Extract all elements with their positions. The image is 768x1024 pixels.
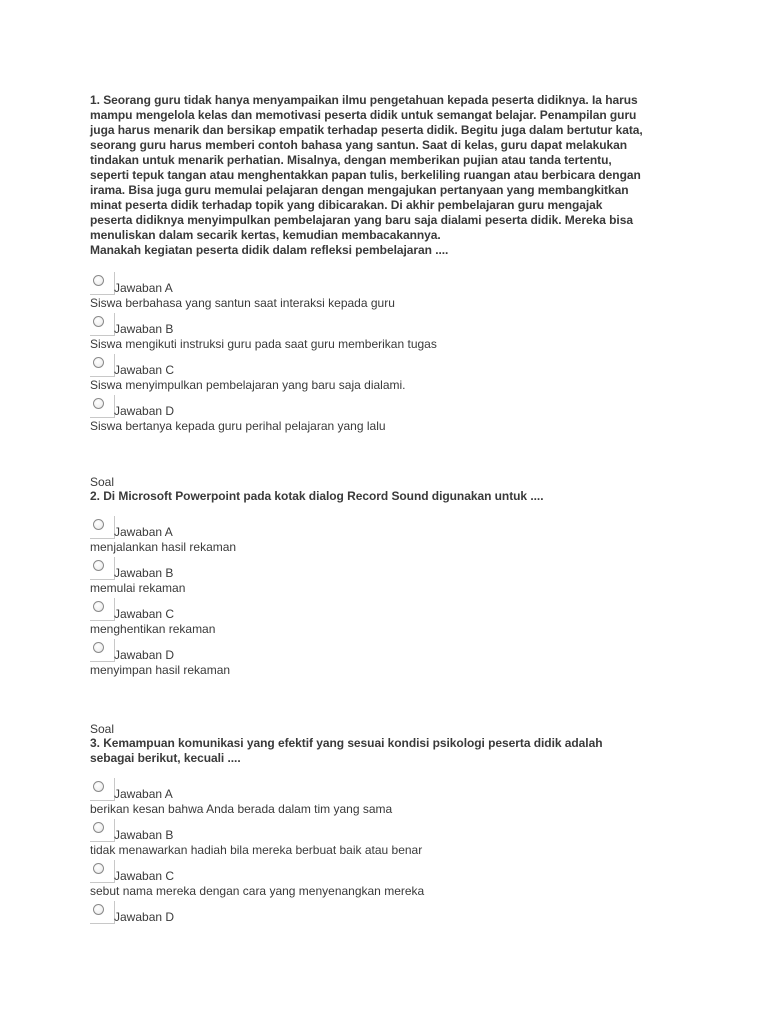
radio-circle-icon[interactable] [93,642,104,653]
radio-circle-icon[interactable] [93,601,104,612]
answer-text: Siswa berbahasa yang santun saat interaksi kepada guru [90,296,395,310]
radio-button[interactable] [90,395,116,419]
answer-label: Jawaban C [114,363,175,377]
answer-options [90,272,690,436]
answer-label: Jawaban A [114,525,173,539]
radio-button[interactable] [90,819,116,843]
answer-option-a[interactable] [90,516,690,557]
radio-circle-icon[interactable] [93,904,104,915]
radio-button[interactable] [90,272,116,296]
question-2 [90,475,690,680]
radio-circle-icon[interactable] [93,316,104,327]
question-3 [90,722,690,942]
answer-label: Jawaban B [114,828,174,842]
answer-text: Siswa bertanya kepada guru perihal pelajaran yang lalu [90,419,386,433]
answer-text: menghentikan rekaman [90,622,216,636]
answer-text: memulai rekaman [90,581,186,595]
radio-button[interactable] [90,557,116,581]
answer-label: Jawaban D [114,404,175,418]
answer-option-a[interactable] [90,778,690,819]
answer-options [90,516,690,680]
answer-label: Jawaban B [114,566,174,580]
radio-button[interactable] [90,639,116,663]
answer-option-d[interactable] [90,901,690,942]
radio-circle-icon[interactable] [93,822,104,833]
answer-label: Jawaban A [114,787,173,801]
question-1 [90,93,690,436]
radio-button[interactable] [90,901,116,925]
radio-circle-icon[interactable] [93,275,104,286]
soal-label: Soal [90,722,115,736]
radio-button[interactable] [90,313,116,337]
radio-button[interactable] [90,516,116,540]
radio-button[interactable] [90,860,116,884]
question-stem: 1. Seorang guru tidak hanya menyampaikan ilmu pengetahuan kepada peserta didiknya. Ia harus mampu mengelola kelas dan memotivasi peserta didik untuk semangat belajar. Penampilan guru juga harus menarik dan bersikap empatik terhadap peserta didik. Begitu juga dalam bertutur kata, seorang guru harus memberi contoh bahasa yang santun. Saat di kelas, guru dapat melakukan tindakan untuk menarik perhatian. Misalnya, dengan memberikan pujian atau tanda tertentu, seperti tepuk tangan atau menghentakkan papan tulis, berkeliling ruangan atau berbicara dengan irama. Bisa juga guru memulai pelajaran dengan mengajukan pertanyaan yang membangkitkan minat peserta didik terhadap topik yang dibicarakan. Di akhir pembelajaran guru mengajak peserta didiknya menyimpulkan pembelajaran yang baru saja dialami peserta didik. Mereka bisa menuliskan dalam secarik kertas, kemudian membacakannya. Manakah kegiatan peserta didik dalam refleksi pembelajaran .... [90,93,643,257]
answer-option-d[interactable] [90,395,690,436]
answer-option-c[interactable] [90,860,690,901]
answer-option-c[interactable] [90,598,690,639]
answer-option-b[interactable] [90,557,690,598]
answer-label: Jawaban D [114,648,175,662]
answer-label: Jawaban A [114,281,173,295]
radio-circle-icon[interactable] [93,781,104,792]
answer-option-b[interactable] [90,819,690,860]
answer-option-d[interactable] [90,639,690,680]
radio-circle-icon[interactable] [93,863,104,874]
answer-label: Jawaban C [114,607,175,621]
radio-circle-icon[interactable] [93,398,104,409]
answer-text: menyimpan hasil rekaman [90,663,231,677]
question-stem: 2. Di Microsoft Powerpoint pada kotak dialog Record Sound digunakan untuk .... [90,489,544,503]
answer-option-a[interactable] [90,272,690,313]
radio-button[interactable] [90,598,116,622]
answer-text: tidak menawarkan hadiah bila mereka berbuat baik atau benar [90,843,423,857]
answer-text: sebut nama mereka dengan cara yang menyenangkan mereka [90,884,425,898]
radio-button[interactable] [90,778,116,802]
answer-text: Siswa menyimpulkan pembelajaran yang baru saja dialami. [90,378,406,392]
answer-label: Jawaban C [114,869,175,883]
soal-label: Soal [90,475,115,489]
radio-button[interactable] [90,354,116,378]
answer-text: berikan kesan bahwa Anda berada dalam tim yang sama [90,802,393,816]
radio-circle-icon[interactable] [93,560,104,571]
question-stem: 3. Kemampuan komunikasi yang efektif yang sesuai kondisi psikologi peserta didik adalah sebagai berikut, kecuali .... [90,736,603,765]
radio-circle-icon[interactable] [93,357,104,368]
radio-circle-icon[interactable] [93,519,104,530]
answer-options [90,778,690,942]
answer-text: menjalankan hasil rekaman [90,540,237,554]
answer-text: Siswa mengikuti instruksi guru pada saat guru memberikan tugas [90,337,437,351]
answer-label: Jawaban B [114,322,174,336]
answer-label: Jawaban D [114,910,175,924]
answer-option-c[interactable] [90,354,690,395]
answer-option-b[interactable] [90,313,690,354]
